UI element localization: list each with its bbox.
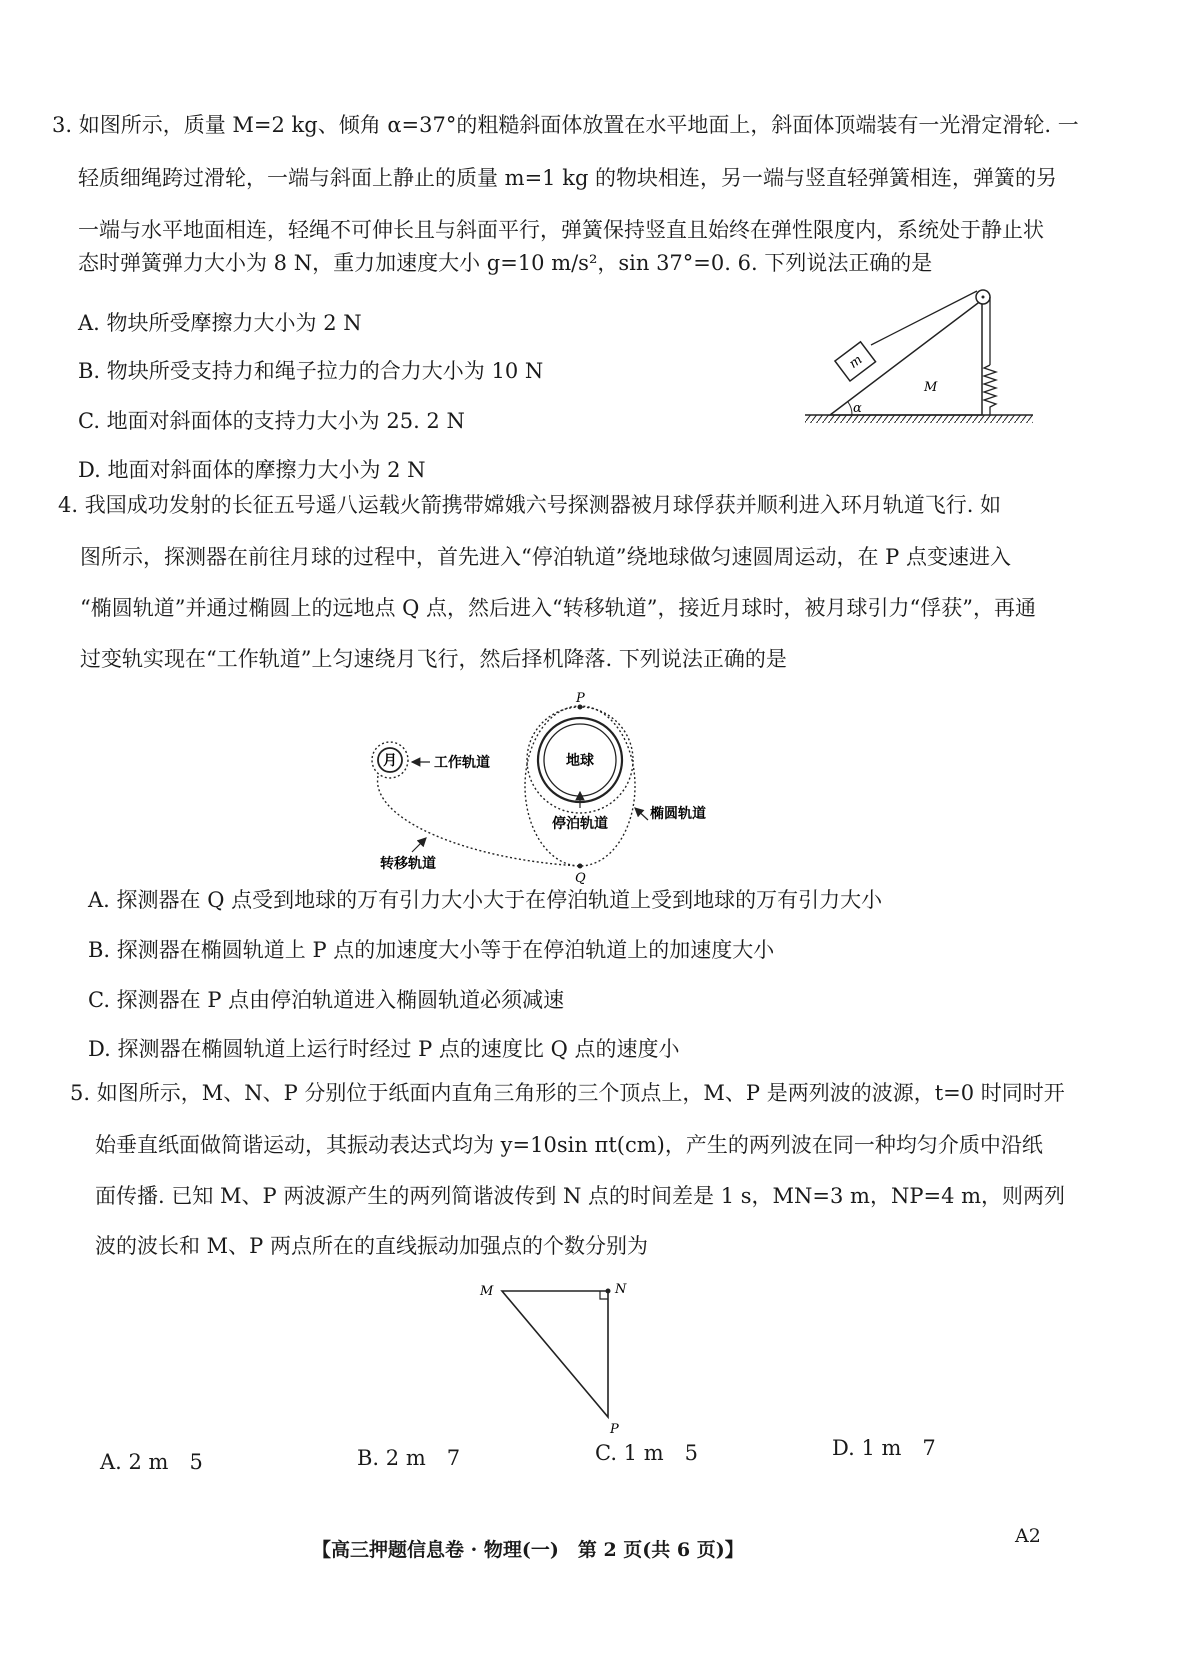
q3-line-3: 一端与水平地面相连，轻绳不可伸长且与斜面平行，弹簧保持竖直且始终在弹性限度内，系统处于静止状 bbox=[78, 218, 1044, 242]
point-p-label: P bbox=[576, 691, 585, 706]
block bbox=[835, 342, 876, 381]
q5-option-a: A. 2 m 5 bbox=[100, 1450, 203, 1474]
parking-orbit-label: 停泊轨道 bbox=[552, 816, 608, 832]
q3-option-a: A. 物块所受摩擦力大小为 2 N bbox=[78, 311, 362, 335]
work-orbit-label: 工作轨道 bbox=[434, 755, 490, 771]
angle-label: α bbox=[853, 401, 862, 416]
q3-line-4: 态时弹簧弹力大小为 8 N，重力加速度大小 g=10 m/s²，sin 37°=0. 6. 下列说法正确的是 bbox=[78, 251, 933, 275]
q3-line-1: 3. 如图所示，质量 M=2 kg、倾角 α=37°的粗糙斜面体放置在水平地面上，斜面体顶端装有一光滑定滑轮. 一 bbox=[52, 113, 1079, 137]
vertex-n-label: N bbox=[615, 1282, 627, 1297]
q4-option-c: C. 探测器在 P 点由停泊轨道进入椭圆轨道必须减速 bbox=[88, 988, 565, 1012]
block-label: m bbox=[846, 352, 866, 372]
transfer-orbit-label: 转移轨道 bbox=[380, 856, 436, 872]
transfer-orbit-arrow bbox=[412, 838, 426, 852]
orbit-figure bbox=[350, 690, 770, 885]
q3-option-c: C. 地面对斜面体的支持力大小为 25. 2 N bbox=[78, 409, 465, 433]
q5-line-2: 始垂直纸面做简谐运动，其振动表达式均为 y=10sin πt(cm)，产生的两列波在同一种均匀介质中沿纸 bbox=[95, 1133, 1043, 1157]
q4-option-d: D. 探测器在椭圆轨道上运行时经过 P 点的速度比 Q 点的速度小 bbox=[88, 1037, 680, 1061]
q4-line-1: 4. 我国成功发射的长征五号遥八运载火箭携带嫦娥六号探测器被月球俘获并顺利进入环月轨道飞行. 如 bbox=[58, 493, 1002, 517]
q4-line-4: 过变轨实现在“工作轨道”上匀速绕月飞行，然后择机降落. 下列说法正确的是 bbox=[80, 647, 787, 671]
q3-option-d: D. 地面对斜面体的摩擦力大小为 2 N bbox=[78, 458, 426, 482]
q3-option-b: B. 物块所受支持力和绳子拉力的合力大小为 10 N bbox=[78, 359, 544, 383]
q5-line-3: 面传播. 已知 M、P 两波源产生的两列简谐波传到 N 点的时间差是 1 s，MN=3 m，NP=4 m，则两列 bbox=[95, 1184, 1066, 1208]
q5-option-c: C. 1 m 5 bbox=[595, 1441, 698, 1465]
q4-line-2: 图所示，探测器在前往月球的过程中，首先进入“停泊轨道”绕地球做匀速圆周运动，在 P 点变速进入 bbox=[80, 545, 1011, 569]
right-triangle bbox=[502, 1291, 608, 1417]
body-label: M bbox=[924, 380, 938, 395]
point-q-label: Q bbox=[575, 871, 586, 885]
ellipse-orbit-label: 椭圆轨道 bbox=[650, 806, 706, 822]
incline-figure bbox=[800, 285, 1040, 435]
q5-option-b: B. 2 m 7 bbox=[357, 1446, 461, 1470]
q4-line-3: “椭圆轨道”并通过椭圆上的远地点 Q 点，然后进入“转移轨道”，接近月球时，被月球引力“俘获”，再通 bbox=[80, 596, 1036, 620]
earth-label: 地球 bbox=[566, 753, 594, 769]
q3-line-2: 轻质细绳跨过滑轮，一端与斜面上静止的质量 m=1 kg 的物块相连，另一端与竖直轻弹簧相连，弹簧的另 bbox=[78, 166, 1058, 190]
triangle-figure bbox=[470, 1275, 650, 1440]
page-footer: 【高三押题信息卷 · 物理(一) 第 2 页(共 6 页)】 bbox=[312, 1539, 744, 1561]
q5-option-d: D. 1 m 7 bbox=[832, 1436, 936, 1460]
pulley-axle bbox=[982, 296, 985, 299]
spring bbox=[984, 365, 996, 415]
paper-code: A2 bbox=[1015, 1525, 1041, 1547]
moon-label: 月 bbox=[383, 753, 397, 769]
vertex-m-label: M bbox=[480, 1284, 494, 1299]
vertex-p-label: P bbox=[610, 1422, 619, 1437]
vertex-n-dot bbox=[606, 1289, 611, 1294]
angle-arc bbox=[848, 402, 852, 415]
rope-incline bbox=[871, 291, 977, 345]
q5-line-4: 波的波长和 M、P 两点所在的直线振动加强点的个数分别为 bbox=[95, 1234, 648, 1258]
q4-option-b: B. 探测器在椭圆轨道上 P 点的加速度大小等于在停泊轨道上的加速度大小 bbox=[88, 938, 775, 962]
q5-line-1: 5. 如图所示，M、N、P 分别位于纸面内直角三角形的三个顶点上，M、P 是两列波的波源，t=0 时同时开 bbox=[70, 1081, 1065, 1105]
q4-option-a: A. 探测器在 Q 点受到地球的万有引力大小大于在停泊轨道上受到地球的万有引力大小 bbox=[88, 888, 883, 912]
ellipse-orbit-arrow bbox=[635, 808, 648, 820]
ground-hatch bbox=[805, 415, 1033, 423]
